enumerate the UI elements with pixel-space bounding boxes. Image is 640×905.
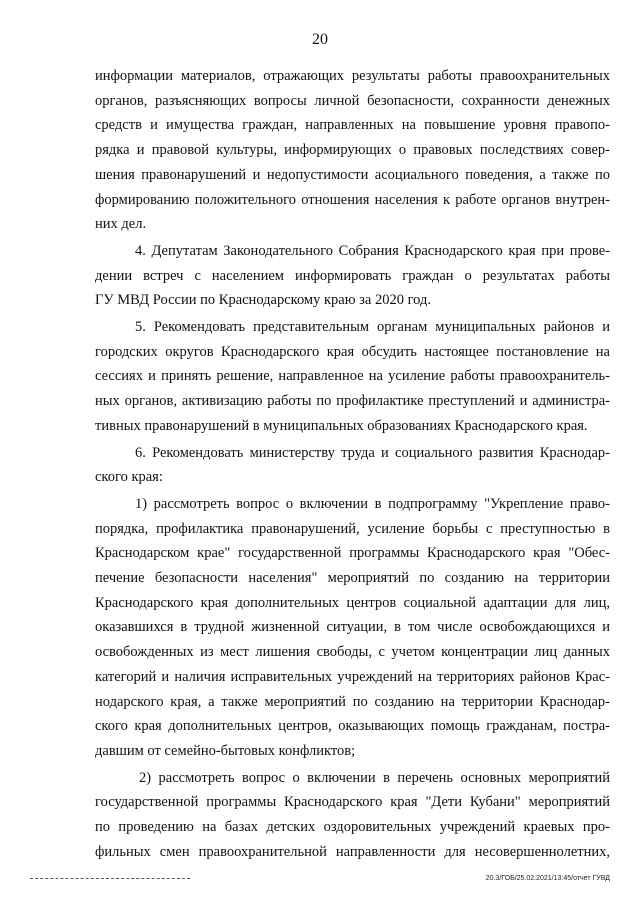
document-body bbox=[95, 64, 610, 867]
text-line: нодарского края, а также мероприятий по созданию на территории Краснодар- bbox=[95, 693, 610, 710]
text-line: тивных правонарушений в муниципальных образованиях Краснодарского края. bbox=[95, 417, 588, 434]
paragraph-item-6 bbox=[95, 441, 610, 490]
text-line: печение безопасности населения" мероприятий по созданию на территории bbox=[95, 570, 610, 587]
paragraph-intro-continuation bbox=[95, 64, 610, 237]
text-line: рядка и правовой культуры, информирующих о правовых последствиях совер- bbox=[95, 142, 610, 159]
footer-document-code: 20.3/ГОБ/25.02.2021/13:45/отчет ГУВД bbox=[485, 875, 610, 882]
text-line: Краснодарского края дополнительных центров социальной адаптации для лиц, bbox=[95, 594, 610, 611]
text-line: органов, разъясняющих вопросы личной безопасности, сохранности денежных bbox=[95, 92, 610, 109]
footer-divider bbox=[30, 878, 190, 879]
paragraph-item-4 bbox=[95, 239, 610, 313]
text-line: 4. Депутатам Законодательного Собрания Краснодарского края при прове- bbox=[135, 242, 610, 259]
text-line: порядка, профилактика правонарушений, усиление борьбы с преступностью в bbox=[95, 520, 610, 537]
text-line: фильных смен правоохранительной направленности для несовершеннолетних, bbox=[95, 843, 610, 860]
text-line: сессиях и принять решение, направленное на усиление работы правоохранитель- bbox=[95, 368, 610, 385]
text-line: городских округов Краснодарского края обсудить настоящее постановление на bbox=[95, 343, 610, 360]
text-line: оказавшихся в трудной жизненной ситуации, в том числе освобождающихся и bbox=[95, 619, 610, 636]
paragraph-subitem-2 bbox=[95, 766, 610, 865]
text-line: освобожденных из мест лишения свободы, с учетом концентрации лиц данных bbox=[95, 644, 610, 661]
text-line: дении встреч с населением информировать граждан о результатах работы bbox=[95, 267, 610, 284]
text-line: информации материалов, отражающих результаты работы правоохранительных bbox=[95, 68, 610, 84]
text-line: ных органов, активизацию работы по профилактике преступлений и администра- bbox=[95, 393, 610, 410]
text-line: 1) рассмотреть вопрос о включении в подпрограмму "Укрепление право- bbox=[135, 495, 610, 512]
text-line: ского края дополнительных центров, оказывающих помощь гражданам, постра- bbox=[95, 718, 610, 735]
text-line: по проведению на базах детских оздоровительных учреждений краевых про- bbox=[95, 819, 610, 836]
page-number: 20 bbox=[312, 31, 328, 48]
text-line: 5. Рекомендовать представительным органам муниципальных районов и bbox=[135, 319, 610, 336]
text-line: категорий и наличия исправительных учреждений на территориях районов Крас- bbox=[95, 668, 610, 685]
text-line: Краснодарском крае" государственной программы Краснодарского края "Обес- bbox=[95, 545, 610, 562]
text-line: ГУ МВД России по Краснодарскому краю за 2020 год. bbox=[95, 292, 432, 309]
text-line: 6. Рекомендовать министерству труда и социального развития Краснодар- bbox=[135, 444, 610, 461]
text-line: государственной программы Краснодарского края "Дети Кубани" мероприятий bbox=[95, 794, 610, 811]
text-line: них дел. bbox=[95, 216, 147, 233]
paragraph-subitem-1 bbox=[95, 492, 610, 764]
text-line: давшим от семейно-бытовых конфликтов; bbox=[95, 742, 356, 759]
paragraph-item-5 bbox=[95, 315, 610, 439]
text-line: формированию положительного отношения населения к работе органов внутрен- bbox=[95, 191, 610, 208]
text-line: шения правонарушений и недопустимости асоциального поведения, а также по bbox=[95, 166, 610, 183]
text-line: ского края: bbox=[95, 469, 163, 486]
text-line: средств и имущества граждан, направленных на повышение уровня правопо- bbox=[95, 117, 610, 134]
text-line: 2) рассмотреть вопрос о включении в перечень основных мероприятий bbox=[139, 769, 610, 786]
